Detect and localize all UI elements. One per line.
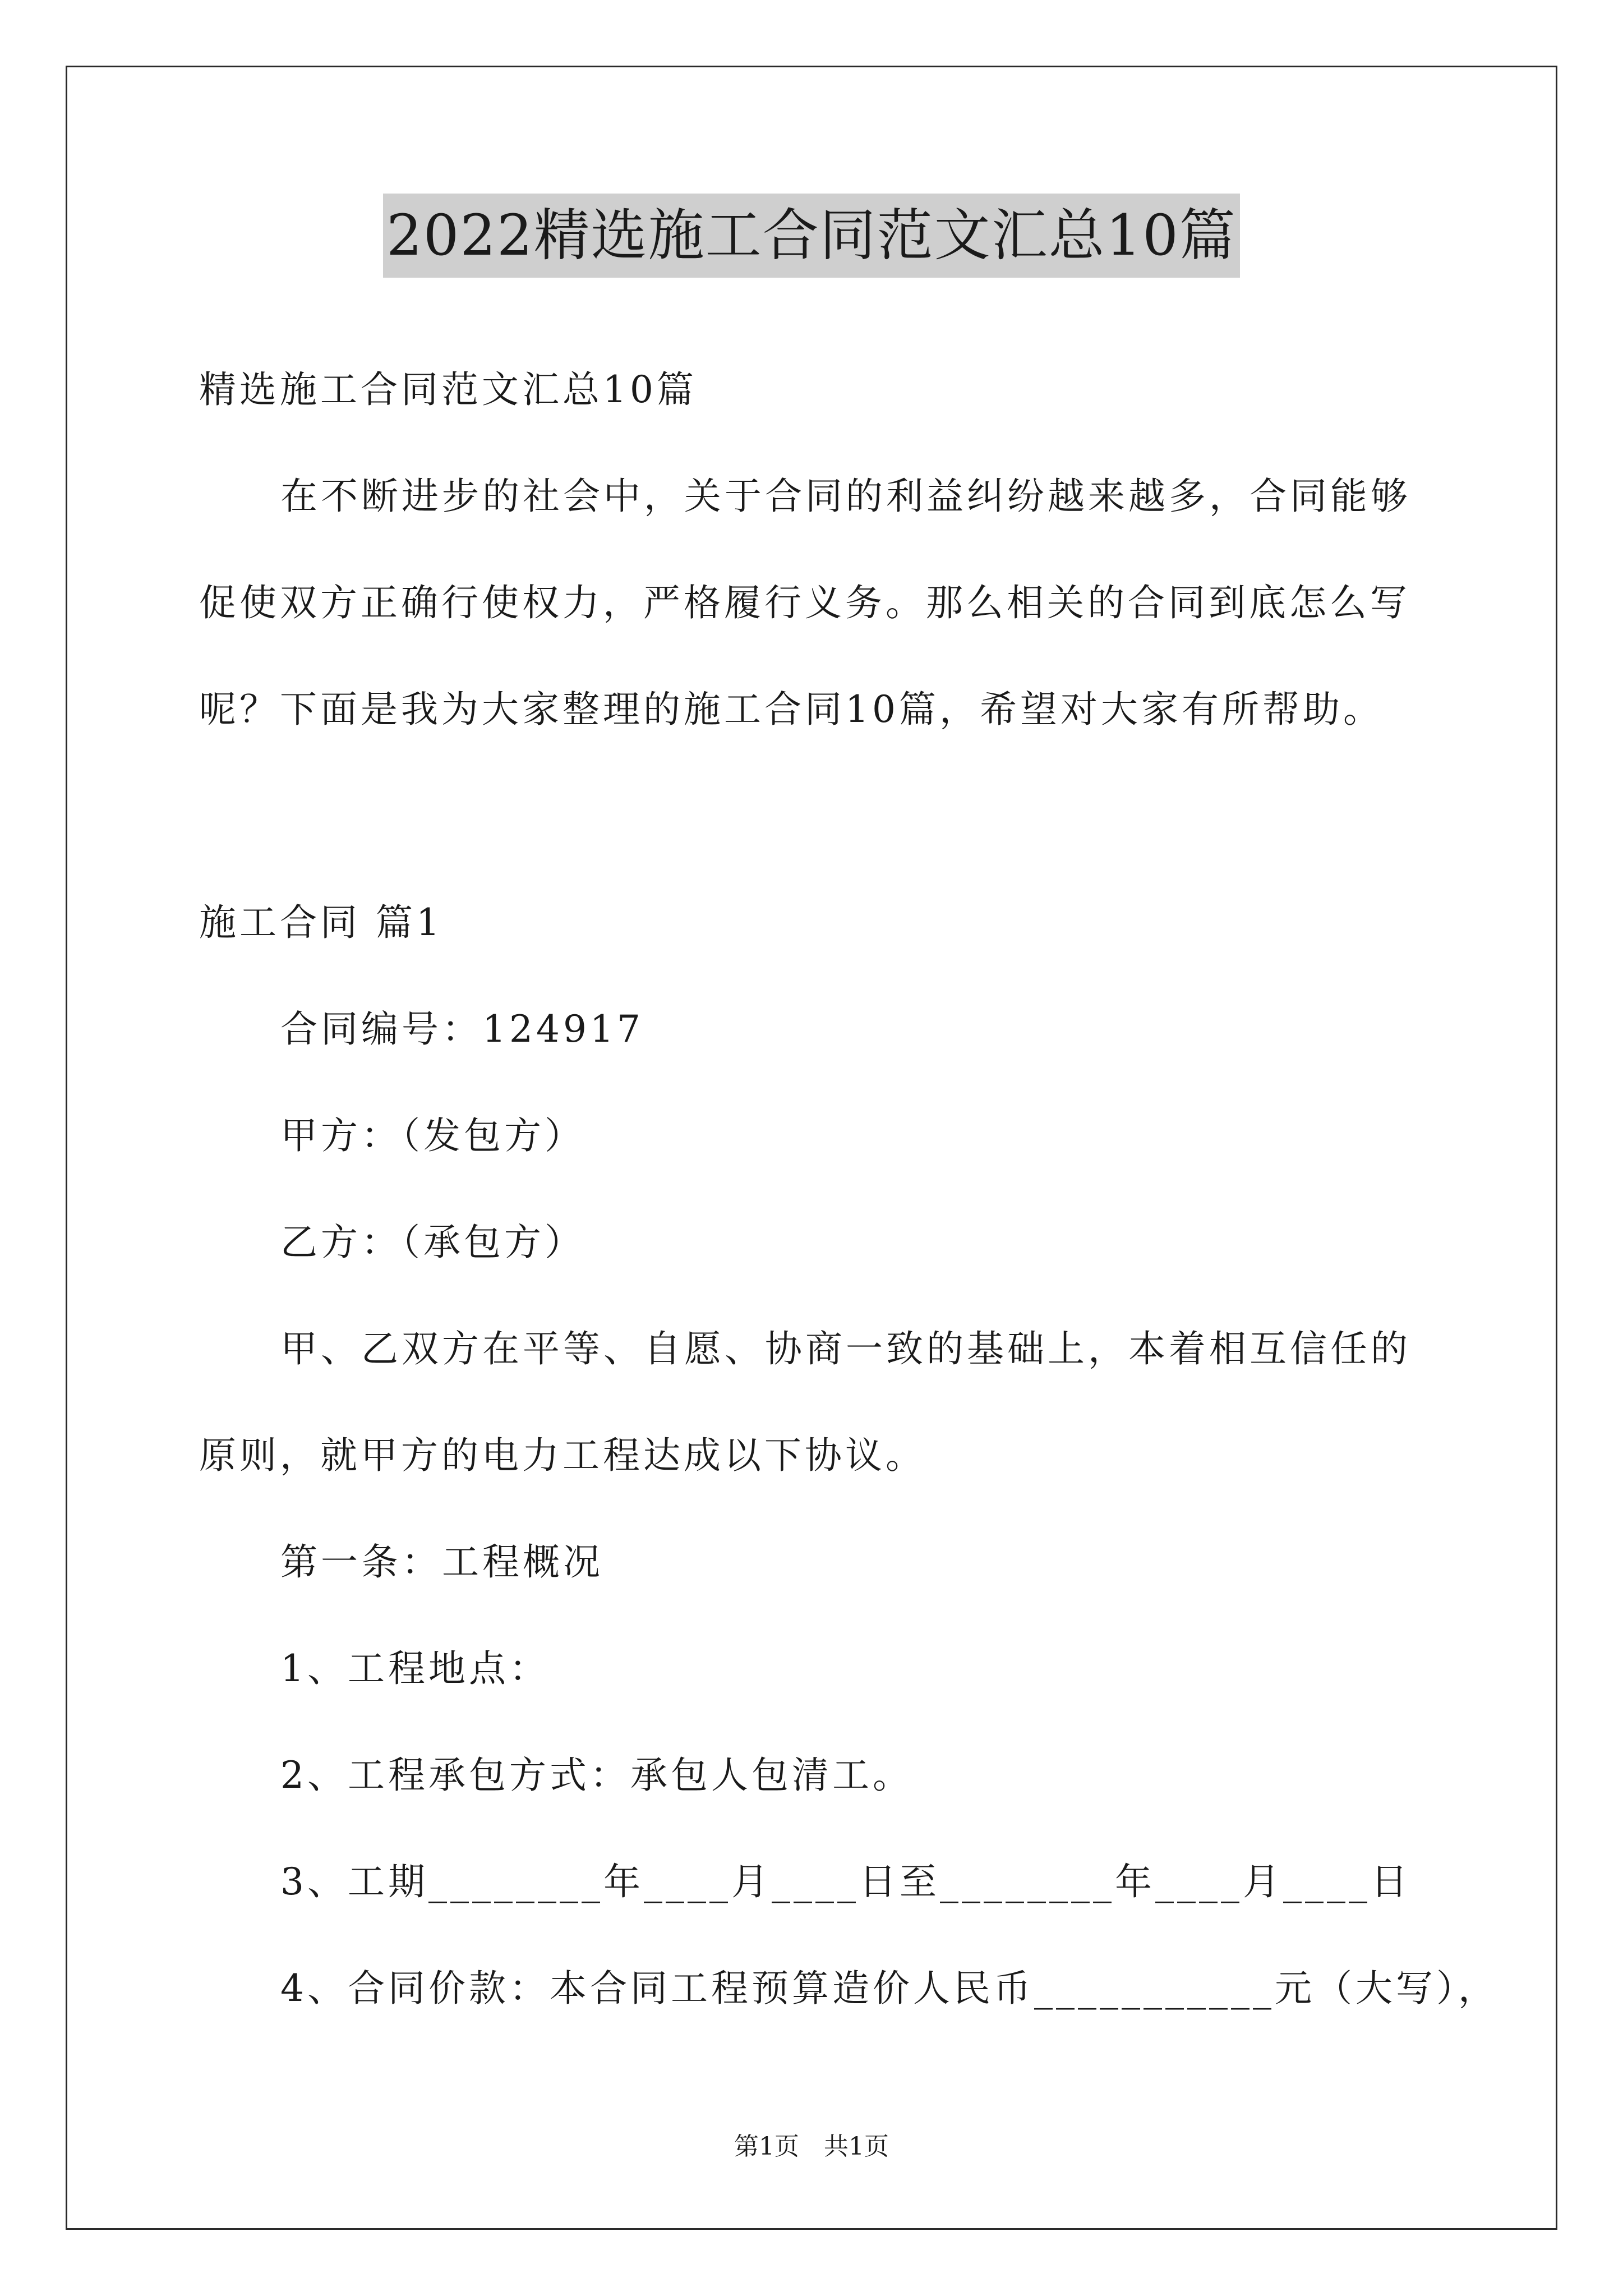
intro-line-3: 呢？下面是我为大家整理的施工合同10篇，希望对大家有所帮助。	[199, 688, 1384, 731]
article-1-heading: 第一条：工程概况	[280, 1540, 603, 1584]
title-container	[0, 194, 1623, 278]
paragraph-spacer	[199, 763, 1475, 869]
contract-number: 合同编号：124917	[280, 1007, 644, 1051]
document-subtitle: 精选施工合同范文汇总10篇	[199, 368, 697, 411]
item-1: 1、工程地点：	[280, 1647, 550, 1690]
agreement-line-2: 原则，就甲方的电力工程达成以下协议。	[199, 1434, 926, 1477]
party-a: 甲方：（发包方）	[280, 1114, 585, 1157]
section-heading: 施工合同 篇1	[199, 901, 443, 944]
document-title: 2022精选施工合同范文汇总10篇	[383, 194, 1240, 278]
page-footer: 第1页 共1页	[734, 2132, 889, 2161]
item-2: 2、工程承包方式：承包人包清工。	[280, 1754, 913, 1797]
item-4: 4、合同价款：本合同工程预算造价人民币___________元（大写），	[280, 1967, 1498, 2010]
document-body	[199, 337, 1498, 2042]
intro-line-2: 促使双方正确行使权力，严格履行义务。那么相关的合同到底怎么写	[199, 581, 1410, 624]
item-3: 3、工期________年____月____日至________年____月____日	[280, 1860, 1411, 1903]
party-b: 乙方：（承包方）	[280, 1221, 585, 1264]
agreement-line-1: 甲、乙双方在平等、自愿、协商一致的基础上，本着相互信任的	[280, 1327, 1411, 1370]
intro-line-1: 在不断进步的社会中，关于合同的利益纠纷越来越多，合同能够	[280, 475, 1411, 518]
